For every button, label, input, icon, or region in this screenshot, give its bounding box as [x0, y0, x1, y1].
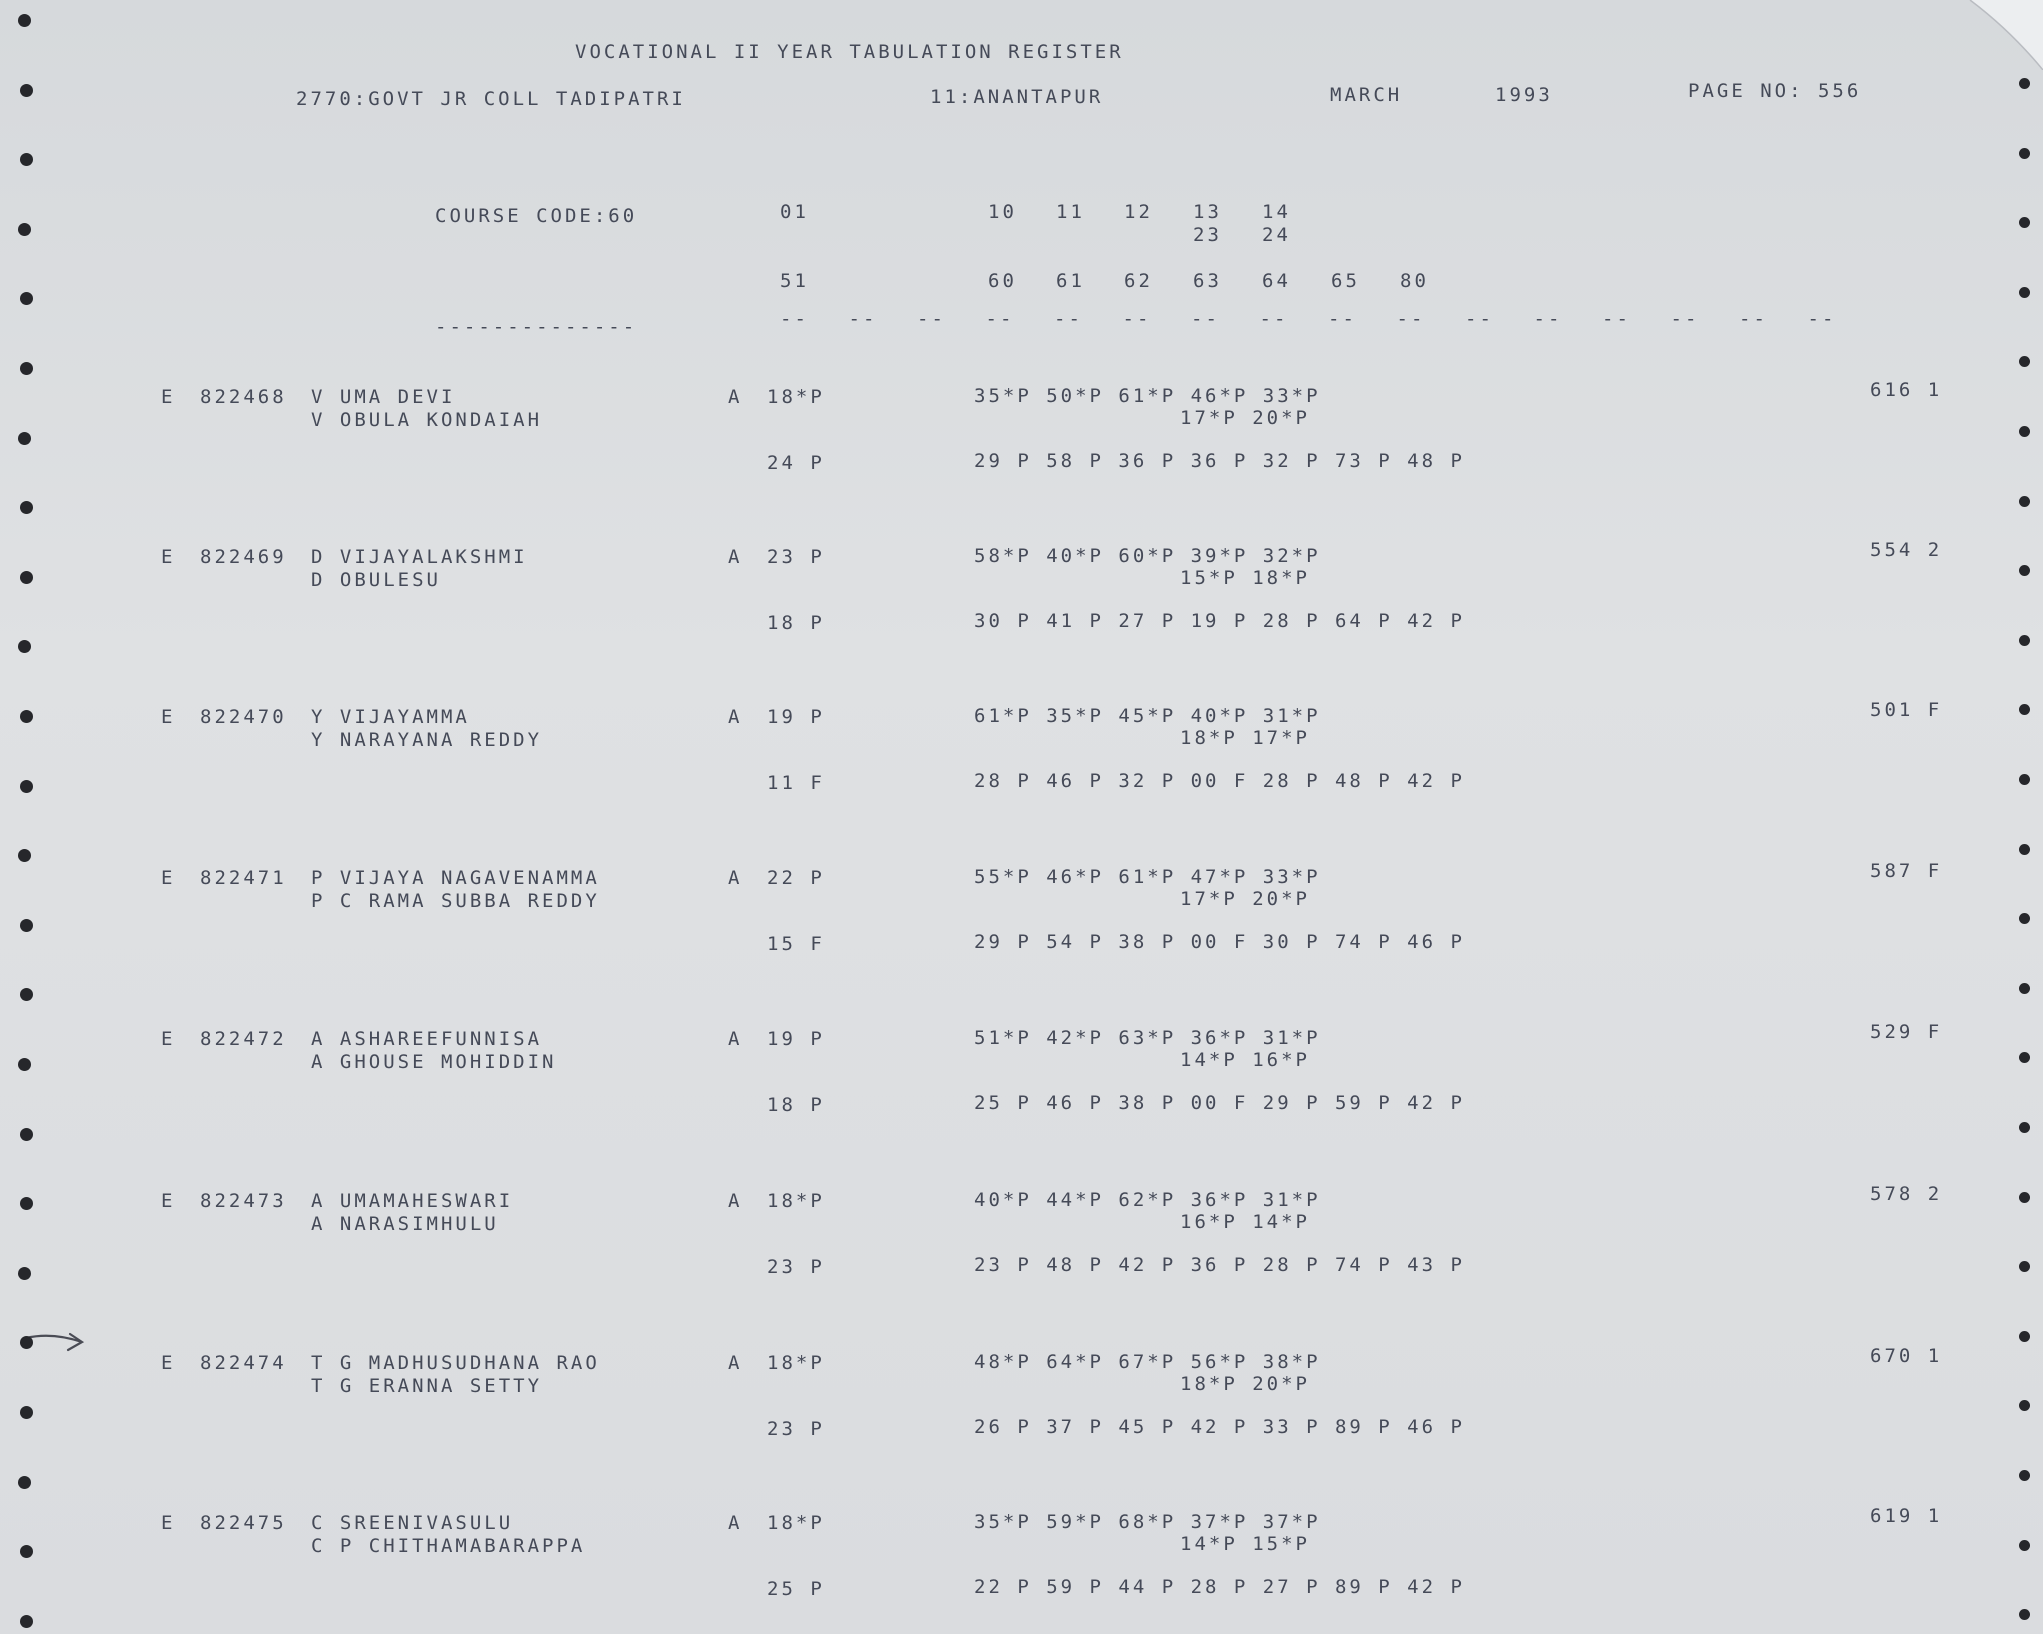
column-code: 11: [1056, 201, 1085, 223]
tractor-hole: [2019, 1609, 2030, 1620]
second-year-marks-row: 26 P 37 P 45 P 42 P 33 P 89 P 46 P: [974, 1416, 1465, 1438]
part2-mark: 24 P: [767, 452, 825, 474]
practical-marks-row: 16*P 14*P: [1180, 1211, 1310, 1233]
part2-mark: 18 P: [767, 1094, 825, 1116]
part1-mark: 18*P: [767, 386, 825, 408]
column-code: 63: [1193, 270, 1222, 292]
second-year-marks-row: 23 P 48 P 42 P 36 P 28 P 74 P 43 P: [974, 1254, 1465, 1276]
column-code: 64: [1262, 270, 1291, 292]
tractor-hole: [20, 710, 33, 723]
tractor-hole: [18, 849, 31, 862]
tractor-hole: [20, 988, 33, 1001]
column-code: 10: [988, 201, 1017, 223]
part2-mark: 18 P: [767, 612, 825, 634]
part1-mark: 19 P: [767, 1028, 825, 1050]
medium-code: A: [728, 1028, 743, 1050]
tractor-hole: [20, 571, 33, 584]
subject-marks-row: 35*P 59*P 68*P 37*P 37*P: [974, 1511, 1321, 1533]
column-code: 01: [780, 201, 809, 223]
part1-mark: 18*P: [767, 1190, 825, 1212]
column-dash: --: [917, 308, 946, 330]
part2-mark: 23 P: [767, 1418, 825, 1440]
column-dash: --: [1122, 308, 1152, 330]
column-code: 65: [1331, 270, 1360, 292]
course-underline: --------------: [435, 316, 638, 338]
subject-marks-row: 40*P 44*P 62*P 36*P 31*P: [974, 1189, 1321, 1211]
father-name: Y NARAYANA REDDY: [311, 729, 543, 751]
tractor-hole: [20, 780, 33, 793]
column-dash: --: [1259, 308, 1289, 330]
student-name: A ASHAREEFUNNISA: [311, 1028, 543, 1050]
page-number: PAGE NO: 556: [1688, 80, 1862, 102]
tractor-hole: [2019, 426, 2030, 437]
second-year-marks-row: 29 P 58 P 36 P 36 P 32 P 73 P 48 P: [974, 450, 1465, 472]
column-code: 62: [1124, 270, 1153, 292]
practical-marks-row: 17*P 20*P: [1180, 407, 1310, 429]
hall-ticket-number: 822472: [200, 1028, 287, 1050]
medium-code: A: [728, 1352, 743, 1374]
tractor-hole: [2019, 356, 2030, 367]
student-name: Y VIJAYAMMA: [311, 706, 470, 728]
tractor-hole: [2019, 983, 2030, 994]
subject-marks-row: 58*P 40*P 60*P 39*P 32*P: [974, 545, 1321, 567]
tractor-hole: [20, 153, 33, 166]
part1-mark: 22 P: [767, 867, 825, 889]
record-group: E: [161, 1028, 176, 1050]
student-name: A UMAMAHESWARI: [311, 1190, 514, 1212]
total-and-result: 619 1: [1870, 1505, 1943, 1527]
hall-ticket-number: 822468: [200, 386, 287, 408]
total-and-result: 529 F: [1870, 1021, 1943, 1043]
hall-ticket-number: 822475: [200, 1512, 287, 1534]
tractor-hole: [2019, 1192, 2030, 1203]
register-title: VOCATIONAL II YEAR TABULATION REGISTER: [575, 41, 1124, 63]
column-dash: --: [848, 308, 878, 330]
column-dash: --: [780, 308, 809, 330]
part2-mark: 23 P: [767, 1256, 825, 1278]
tractor-hole: [20, 362, 33, 375]
tractor-hole: [20, 919, 33, 932]
hall-ticket-number: 822474: [200, 1352, 287, 1374]
part1-mark: 18*P: [767, 1512, 825, 1534]
practical-marks-row: 18*P 20*P: [1180, 1373, 1310, 1395]
medium-code: A: [728, 706, 743, 728]
tractor-hole: [2019, 774, 2030, 785]
column-code: 23: [1193, 224, 1222, 246]
practical-marks-row: 15*P 18*P: [1180, 567, 1310, 589]
record-group: E: [161, 1190, 176, 1212]
record-group: E: [161, 1512, 176, 1534]
tractor-hole: [18, 14, 31, 27]
total-and-result: 670 1: [1870, 1345, 1943, 1367]
tractor-hole: [2019, 704, 2030, 715]
column-dash: --: [1533, 308, 1563, 330]
tractor-hole: [2019, 1052, 2030, 1063]
practical-marks-row: 17*P 20*P: [1180, 888, 1310, 910]
tractor-hole: [20, 84, 33, 97]
tractor-hole: [20, 501, 33, 514]
hall-ticket-number: 822469: [200, 546, 287, 568]
hall-ticket-number: 822473: [200, 1190, 287, 1212]
father-name: A NARASIMHULU: [311, 1213, 499, 1235]
column-code: 12: [1124, 201, 1153, 223]
second-year-marks-row: 28 P 46 P 32 P 00 F 28 P 48 P 42 P: [974, 770, 1465, 792]
subject-marks-row: 55*P 46*P 61*P 47*P 33*P: [974, 866, 1321, 888]
student-name: T G MADHUSUDHANA RAO: [311, 1352, 600, 1374]
father-name: V OBULA KONDAIAH: [311, 409, 543, 431]
tractor-hole: [2019, 565, 2030, 576]
tractor-hole: [18, 1267, 31, 1280]
tractor-hole: [18, 1476, 31, 1489]
total-and-result: 578 2: [1870, 1183, 1943, 1205]
total-and-result: 587 F: [1870, 860, 1943, 882]
record-group: E: [161, 867, 176, 889]
tractor-hole: [2019, 78, 2030, 89]
tractor-hole: [2019, 287, 2030, 298]
second-year-marks-row: 25 P 46 P 38 P 00 F 29 P 59 P 42 P: [974, 1092, 1465, 1114]
medium-code: A: [728, 1512, 743, 1534]
tractor-hole: [20, 1128, 33, 1141]
column-code: 24: [1262, 224, 1291, 246]
column-code: 14: [1262, 201, 1291, 223]
tractor-hole: [20, 1406, 33, 1419]
tractor-hole: [18, 223, 31, 236]
record-group: E: [161, 546, 176, 568]
tractor-hole: [2019, 1261, 2030, 1272]
father-name: C P CHITHAMABARAPPA: [311, 1535, 586, 1557]
second-year-marks-row: 22 P 59 P 44 P 28 P 27 P 89 P 42 P: [974, 1576, 1465, 1598]
column-dash: --: [1054, 308, 1083, 330]
column-code: 13: [1193, 201, 1222, 223]
father-name: D OBULESU: [311, 569, 441, 591]
column-code: 80: [1400, 270, 1429, 292]
tractor-hole: [2019, 1470, 2030, 1481]
father-name: T G ERANNA SETTY: [311, 1375, 543, 1397]
course-code: COURSE CODE:60: [435, 205, 638, 227]
subject-marks-row: 48*P 64*P 67*P 56*P 38*P: [974, 1351, 1321, 1373]
medium-code: A: [728, 867, 743, 889]
tractor-hole: [2019, 1122, 2030, 1133]
medium-code: A: [728, 546, 743, 568]
practical-marks-row: 18*P 17*P: [1180, 727, 1310, 749]
column-dash: --: [1739, 308, 1768, 330]
second-year-marks-row: 30 P 41 P 27 P 19 P 28 P 64 P 42 P: [974, 610, 1465, 632]
column-dash: --: [1807, 308, 1837, 330]
total-and-result: 554 2: [1870, 539, 1943, 561]
total-and-result: 501 F: [1870, 699, 1943, 721]
subject-marks-row: 51*P 42*P 63*P 36*P 31*P: [974, 1027, 1321, 1049]
hall-ticket-number: 822471: [200, 867, 287, 889]
student-name: P VIJAYA NAGAVENAMMA: [311, 867, 600, 889]
practical-marks-row: 14*P 15*P: [1180, 1533, 1310, 1555]
tractor-hole: [2019, 1540, 2030, 1551]
tractor-hole: [20, 1545, 33, 1558]
tractor-hole: [18, 432, 31, 445]
medium-code: A: [728, 1190, 743, 1212]
column-code: 51: [780, 270, 809, 292]
column-dash: --: [1191, 308, 1220, 330]
part1-mark: 23 P: [767, 546, 825, 568]
tractor-hole: [2019, 844, 2030, 855]
tractor-hole: [2019, 148, 2030, 159]
tractor-hole: [18, 640, 31, 653]
medium-code: A: [728, 386, 743, 408]
part2-mark: 25 P: [767, 1578, 825, 1600]
column-code: 61: [1056, 270, 1085, 292]
tractor-hole: [2019, 217, 2030, 228]
tractor-hole: [2019, 496, 2030, 507]
part1-mark: 19 P: [767, 706, 825, 728]
record-group: E: [161, 706, 176, 728]
exam-month: MARCH: [1330, 84, 1403, 106]
part2-mark: 15 F: [767, 933, 825, 955]
exam-year: 1993: [1495, 84, 1553, 106]
column-dash: --: [1602, 308, 1631, 330]
column-code: 60: [988, 270, 1017, 292]
college-name: 2770:GOVT JR COLL TADIPATRI: [296, 88, 686, 110]
tractor-hole: [2019, 913, 2030, 924]
column-dash: --: [1396, 308, 1426, 330]
column-dash: --: [1670, 308, 1700, 330]
subject-marks-row: 35*P 50*P 61*P 46*P 33*P: [974, 385, 1321, 407]
column-dash: --: [985, 308, 1015, 330]
subject-marks-row: 61*P 35*P 45*P 40*P 31*P: [974, 705, 1321, 727]
father-name: A GHOUSE MOHIDDIN: [311, 1051, 557, 1073]
student-name: D VIJAYALAKSHMI: [311, 546, 528, 568]
column-dash: --: [1328, 308, 1357, 330]
part2-mark: 11 F: [767, 772, 825, 794]
record-group: E: [161, 1352, 176, 1374]
second-year-marks-row: 29 P 54 P 38 P 00 F 30 P 74 P 46 P: [974, 931, 1465, 953]
paper-corner-curl: [1950, 0, 2043, 70]
tractor-hole: [2019, 635, 2030, 646]
district-name: 11:ANANTAPUR: [930, 86, 1104, 108]
tractor-hole: [20, 1197, 33, 1210]
column-dash: --: [1465, 308, 1494, 330]
tractor-hole: [2019, 1400, 2030, 1411]
practical-marks-row: 14*P 16*P: [1180, 1049, 1310, 1071]
hall-ticket-number: 822470: [200, 706, 287, 728]
tractor-hole: [20, 1615, 33, 1628]
student-name: C SREENIVASULU: [311, 1512, 514, 1534]
part1-mark: 18*P: [767, 1352, 825, 1374]
total-and-result: 616 1: [1870, 379, 1943, 401]
tractor-hole: [20, 292, 33, 305]
tractor-hole: [2019, 1331, 2030, 1342]
student-name: V UMA DEVI: [311, 386, 456, 408]
tractor-hole: [18, 1058, 31, 1071]
father-name: P C RAMA SUBBA REDDY: [311, 890, 600, 912]
record-group: E: [161, 386, 176, 408]
